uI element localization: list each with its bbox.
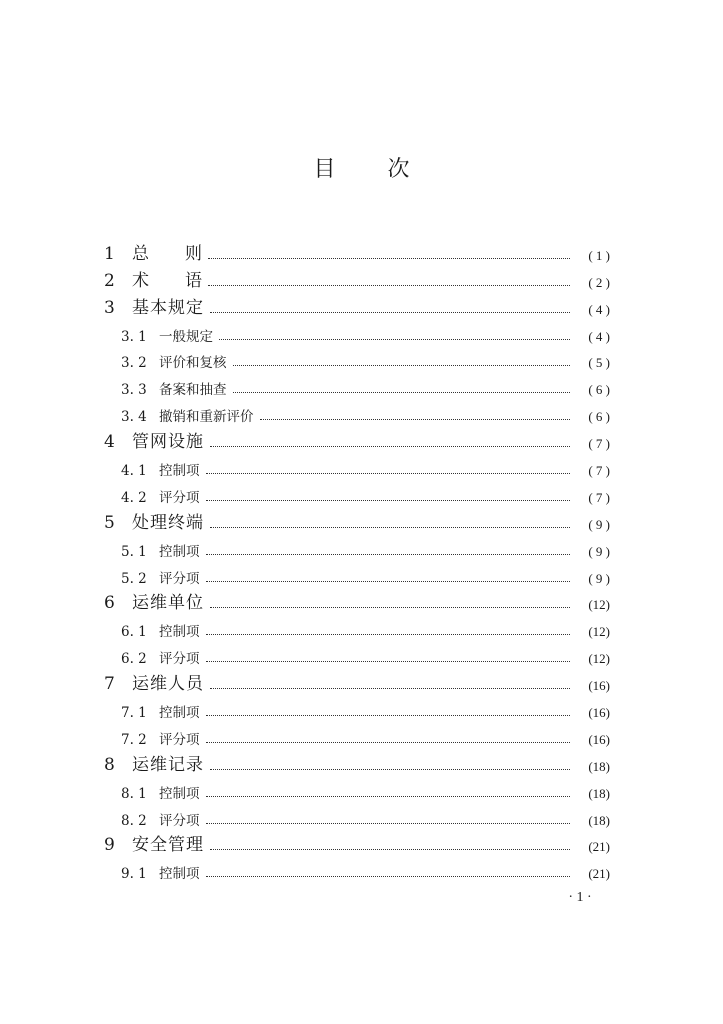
toc-leader-dots — [233, 365, 571, 366]
toc-entry-label: 运维人员 — [132, 674, 204, 695]
toc-leader-dots — [260, 419, 571, 420]
toc-entry-page: ( 4 ) — [588, 328, 610, 344]
toc-leader-dots — [206, 661, 571, 662]
page-number: · 1 · — [568, 890, 592, 905]
toc-entry-number: 6. 2 — [121, 651, 147, 668]
toc-section-entry[interactable] — [104, 479, 610, 506]
toc-section-entry[interactable] — [104, 533, 610, 560]
toc-entry-label: 一般规定 — [159, 328, 213, 345]
toc-entry-number: 7. 1 — [121, 705, 147, 722]
toc-entry-label: 评分项 — [159, 570, 200, 587]
toc-section-entry[interactable] — [104, 318, 610, 345]
toc-entry-number: 3. 1 — [121, 328, 147, 345]
toc-entry-number: 3. 4 — [121, 409, 147, 426]
toc-chapter-entry[interactable] — [104, 748, 610, 775]
toc-section-entry[interactable] — [104, 855, 610, 882]
toc-leader-dots — [206, 500, 571, 501]
toc-entry-page: (18) — [588, 785, 610, 801]
toc-entry-label: 运维单位 — [132, 593, 204, 614]
toc-entry-page: ( 9 ) — [588, 570, 610, 586]
toc-entry-page: ( 9 ) — [588, 543, 610, 559]
toc-entry-number: 3. 3 — [121, 382, 147, 399]
toc-leader-dots — [206, 634, 571, 635]
toc-leader-dots — [210, 446, 570, 447]
toc-entry-label — [132, 266, 202, 291]
toc-entry-number: 9 — [104, 835, 115, 856]
toc-entry-label — [132, 239, 202, 264]
table-of-contents — [104, 237, 610, 882]
toc-entry-label: 备案和抽查 — [159, 382, 227, 399]
toc-entry-number: 4 — [104, 432, 115, 453]
toc-entry-label: 处理终端 — [132, 512, 204, 533]
toc-entry-page: (18) — [588, 758, 610, 774]
toc-entry-label: 控制项 — [159, 705, 200, 722]
toc-entry-label: 安全管理 — [132, 835, 204, 856]
toc-chapter-entry[interactable] — [104, 506, 610, 533]
toc-entry-page: ( 2 ) — [588, 274, 610, 290]
toc-entry-label: 评分项 — [159, 731, 200, 748]
toc-entry-number: 3. 2 — [121, 355, 147, 372]
toc-entry-page: ( 7 ) — [588, 489, 610, 505]
toc-entry-page: (12) — [588, 651, 610, 667]
toc-leader-dots — [206, 796, 571, 797]
toc-leader-dots — [206, 876, 571, 877]
toc-leader-dots — [208, 285, 570, 286]
toc-entry-number: 6. 1 — [121, 624, 147, 641]
toc-entry-label: 评分项 — [159, 489, 200, 506]
toc-leader-dots — [208, 258, 570, 259]
toc-entry-label: 评分项 — [159, 812, 200, 829]
toc-entry-label: 运维记录 — [132, 754, 204, 775]
toc-entry-page: (16) — [588, 705, 610, 721]
toc-entry-page: ( 4 ) — [588, 301, 610, 317]
toc-entry-label: 控制项 — [159, 543, 200, 560]
toc-leader-dots — [210, 849, 570, 850]
toc-entry-page: ( 1 ) — [588, 247, 610, 263]
toc-section-entry[interactable] — [104, 560, 610, 587]
toc-entry-number: 5. 1 — [121, 543, 147, 560]
toc-section-entry[interactable] — [104, 613, 610, 640]
toc-entry-page: ( 9 ) — [588, 516, 610, 532]
toc-section-entry[interactable] — [104, 371, 610, 398]
toc-entry-number: 3 — [104, 297, 115, 318]
toc-entry-label: 管网设施 — [132, 432, 204, 453]
toc-entry-number: 5 — [104, 512, 115, 533]
toc-entry-page: ( 7 ) — [588, 463, 610, 479]
page-title — [0, 152, 723, 183]
toc-entry-label: 评价和复核 — [159, 355, 227, 372]
toc-leader-dots — [210, 769, 570, 770]
toc-entry-page: (16) — [588, 731, 610, 747]
title-char-2: 次 — [387, 157, 410, 182]
toc-leader-dots — [206, 715, 571, 716]
toc-leader-dots — [210, 527, 570, 528]
toc-chapter-entry[interactable] — [104, 829, 610, 856]
toc-entry-label: 控制项 — [159, 624, 200, 641]
toc-entry-number: 7. 2 — [121, 731, 147, 748]
toc-entry-number: 7 — [104, 674, 115, 695]
toc-entry-number: 6 — [104, 593, 115, 614]
toc-leader-dots — [210, 607, 570, 608]
toc-entry-number: 8 — [104, 754, 115, 775]
toc-entry-label-char: 总 — [132, 243, 149, 264]
toc-leader-dots — [206, 581, 571, 582]
toc-entry-page: (12) — [588, 624, 610, 640]
toc-section-entry[interactable] — [104, 640, 610, 667]
toc-section-entry[interactable] — [104, 452, 610, 479]
toc-entry-page: (18) — [588, 812, 610, 828]
toc-entry-label-char: 语 — [185, 270, 202, 291]
toc-section-entry[interactable] — [104, 398, 610, 425]
toc-entry-number: 4. 1 — [121, 463, 147, 480]
toc-entry-number: 8. 1 — [121, 785, 147, 802]
toc-leader-dots — [233, 392, 571, 393]
toc-entry-page: ( 6 ) — [588, 382, 610, 398]
toc-entry-number: 9. 1 — [121, 866, 147, 883]
toc-leader-dots — [206, 554, 571, 555]
toc-entry-page: ( 7 ) — [588, 436, 610, 452]
toc-section-entry[interactable] — [104, 802, 610, 829]
toc-chapter-entry[interactable] — [104, 264, 610, 291]
toc-section-entry[interactable] — [104, 345, 610, 372]
toc-entry-page: (12) — [588, 597, 610, 613]
toc-entry-page: (16) — [588, 678, 610, 694]
toc-chapter-entry[interactable] — [104, 425, 610, 452]
toc-section-entry[interactable] — [104, 775, 610, 802]
toc-entry-label: 基本规定 — [132, 297, 204, 318]
toc-entry-number: 4. 2 — [121, 489, 147, 506]
toc-entry-label: 评分项 — [159, 651, 200, 668]
toc-leader-dots — [219, 339, 570, 340]
toc-chapter-entry[interactable] — [104, 237, 610, 264]
toc-entry-page: ( 6 ) — [588, 409, 610, 425]
toc-section-entry[interactable] — [104, 721, 610, 748]
toc-entry-label: 控制项 — [159, 463, 200, 480]
toc-leader-dots — [210, 312, 570, 313]
toc-entry-label: 撤销和重新评价 — [159, 409, 254, 426]
toc-leader-dots — [206, 742, 571, 743]
toc-entry-label: 控制项 — [159, 866, 200, 883]
toc-section-entry[interactable] — [104, 694, 610, 721]
toc-entry-number: 1 — [104, 243, 115, 264]
toc-leader-dots — [206, 823, 571, 824]
toc-leader-dots — [206, 473, 571, 474]
toc-entry-page: ( 5 ) — [588, 355, 610, 371]
toc-chapter-entry[interactable] — [104, 291, 610, 318]
toc-entry-page: (21) — [588, 866, 610, 882]
toc-entry-number: 2 — [104, 270, 115, 291]
toc-entry-page: (21) — [588, 839, 610, 855]
toc-entry-number: 5. 2 — [121, 570, 147, 587]
toc-chapter-entry[interactable] — [104, 667, 610, 694]
toc-entry-label-char: 则 — [185, 243, 202, 264]
title-char-1: 目 — [313, 157, 336, 182]
toc-entry-label-char: 术 — [132, 270, 149, 291]
toc-entry-number: 8. 2 — [121, 812, 147, 829]
toc-entry-label: 控制项 — [159, 785, 200, 802]
toc-leader-dots — [210, 688, 570, 689]
toc-chapter-entry[interactable] — [104, 587, 610, 614]
